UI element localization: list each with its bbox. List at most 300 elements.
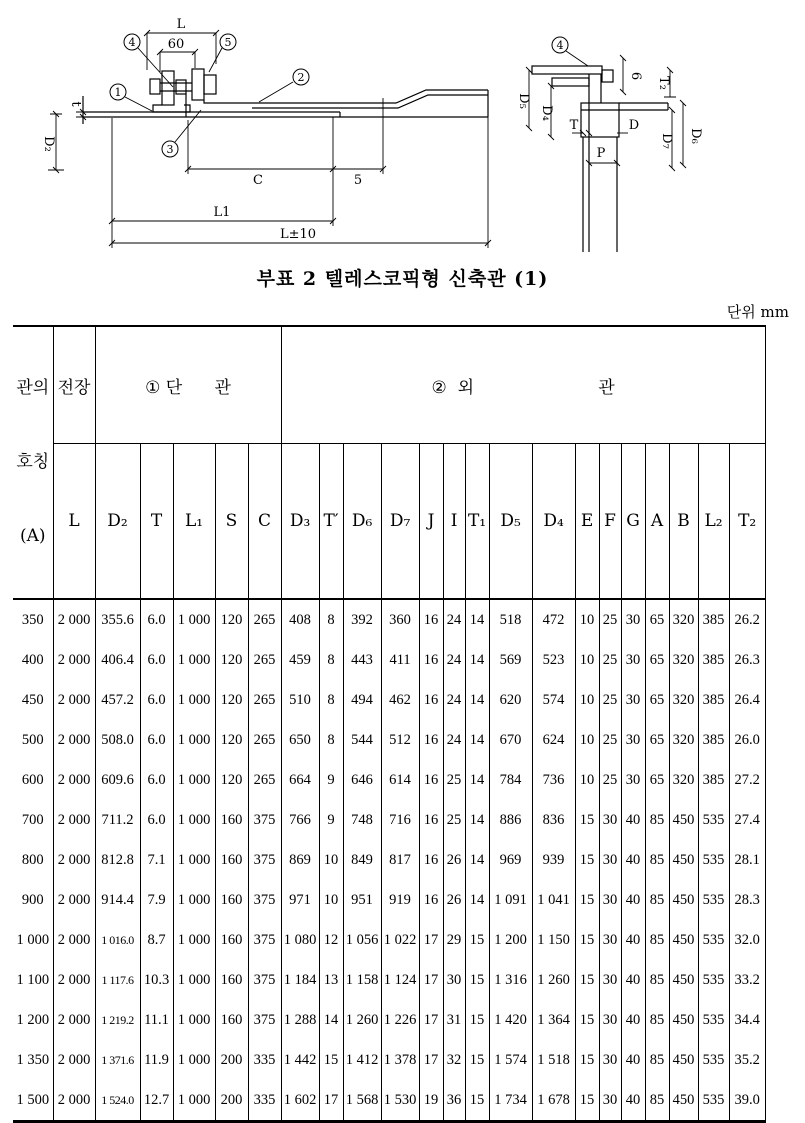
header-outer-pipe-group: ② 외 관 <box>281 326 765 444</box>
figure-title: 부표 2 텔레스코픽형 신축관 (1) <box>256 268 549 290</box>
table-cell: 817 <box>381 840 419 880</box>
table-cell: 508.0 <box>95 720 140 760</box>
table-cell: 375 <box>248 960 281 1000</box>
table-cell: 375 <box>248 880 281 920</box>
table-cell: 40 <box>621 800 645 840</box>
table-cell: 28.1 <box>729 840 765 880</box>
table-cell: 85 <box>645 1000 669 1040</box>
table-cell: 6.0 <box>140 640 173 680</box>
table-row <box>13 760 765 800</box>
table-cell: 160 <box>215 920 248 960</box>
column-header: D₄ <box>532 444 575 599</box>
column-header: D₃ <box>281 444 319 599</box>
table-cell: 13 <box>319 960 343 1000</box>
table-cell: 951 <box>343 880 381 920</box>
table-cell: 766 <box>281 800 319 840</box>
table-cell: 450 <box>669 840 698 880</box>
table-cell: 85 <box>645 1040 669 1080</box>
dim-label-D: D <box>628 118 640 133</box>
table-cell: 40 <box>621 920 645 960</box>
table-cell: 10.3 <box>140 960 173 1000</box>
table-cell: 40 <box>621 960 645 1000</box>
table-cell: 19 <box>419 1080 443 1122</box>
table-cell: 2 000 <box>53 1000 95 1040</box>
dim-label-D6: D₆ <box>688 128 703 144</box>
table-cell: 1 412 <box>343 1040 381 1080</box>
callout-4: 4 <box>128 36 136 49</box>
table-cell: 14 <box>465 840 489 880</box>
table-cell: 10 <box>575 680 599 720</box>
table-cell: 624 <box>532 720 575 760</box>
table-cell: 10 <box>575 760 599 800</box>
dim-label-P: P <box>596 146 606 161</box>
table-cell: 32.0 <box>729 920 765 960</box>
table-cell: 320 <box>669 680 698 720</box>
table-cell: 535 <box>698 920 729 960</box>
table-cell: 6.0 <box>140 599 173 640</box>
table-cell: 392 <box>343 599 381 640</box>
table-cell: 1 000 <box>173 1000 215 1040</box>
table-cell: 14 <box>319 1000 343 1040</box>
table-cell: 16 <box>419 880 443 920</box>
table-cell: 14 <box>465 599 489 640</box>
table-cell: 15 <box>575 1040 599 1080</box>
table-cell: 360 <box>381 599 419 640</box>
table-cell: 7.1 <box>140 840 173 880</box>
table-cell: 30 <box>599 800 621 840</box>
table-cell: 15 <box>575 1080 599 1122</box>
table-cell: 1 734 <box>489 1080 532 1122</box>
table-cell: 10 <box>575 599 599 640</box>
table-cell: 375 <box>248 920 281 960</box>
table-cell: 450 <box>669 1080 698 1122</box>
table-cell: 1 150 <box>532 920 575 960</box>
unit-label: 단위 mm <box>726 303 789 321</box>
table-cell: 30 <box>621 599 645 640</box>
table-cell: 40 <box>621 840 645 880</box>
table-cell: 335 <box>248 1080 281 1122</box>
dim-label-D5: D₅ <box>516 93 531 109</box>
table-cell: 1 524.0 <box>95 1080 140 1122</box>
table-cell: 10 <box>319 880 343 920</box>
table-cell: 375 <box>248 800 281 840</box>
table-cell: 11.9 <box>140 1040 173 1080</box>
table-cell: 16 <box>419 680 443 720</box>
table-cell: 1 442 <box>281 1040 319 1080</box>
column-header: A <box>645 444 669 599</box>
table-cell: 1 000 <box>173 1040 215 1080</box>
table-cell: 459 <box>281 640 319 680</box>
table-cell: 14 <box>465 680 489 720</box>
table-cell: 16 <box>419 599 443 640</box>
table-cell: 355.6 <box>95 599 140 640</box>
table-cell: 30 <box>599 960 621 1000</box>
table-cell: 6.0 <box>140 680 173 720</box>
table-cell: 450 <box>669 960 698 1000</box>
table-cell: 10 <box>319 840 343 880</box>
table-cell: 462 <box>381 680 419 720</box>
table-cell: 30 <box>443 960 465 1000</box>
table-cell: 265 <box>248 640 281 680</box>
table-cell: 40 <box>621 1080 645 1122</box>
left-view-pipe-outline <box>83 69 488 124</box>
table-cell: 2 000 <box>53 1080 95 1122</box>
table-cell: 544 <box>343 720 381 760</box>
table-cell: 1 000 <box>173 960 215 1000</box>
table-cell: 646 <box>343 760 381 800</box>
table-cell: 120 <box>215 760 248 800</box>
table-cell: 350 <box>21 611 44 628</box>
table-cell: 12 <box>319 920 343 960</box>
table-cell: 2 000 <box>53 920 95 960</box>
table-cell: 30 <box>599 920 621 960</box>
table-cell: 28.3 <box>729 880 765 920</box>
table-cell: 1 117.6 <box>95 960 140 1000</box>
table-cell: 25 <box>443 800 465 840</box>
table-cell: 711.2 <box>95 800 140 840</box>
left-view-callouts <box>110 34 309 157</box>
column-header: T′ <box>319 444 343 599</box>
table-cell: 411 <box>381 640 419 680</box>
table-cell: 400 <box>21 651 44 668</box>
table-cell: 25 <box>599 599 621 640</box>
table-cell: 450 <box>669 800 698 840</box>
table-cell: 510 <box>281 680 319 720</box>
table-cell: 1 378 <box>381 1040 419 1080</box>
table-cell: 535 <box>698 1080 729 1122</box>
table-cell: 1 371.6 <box>95 1040 140 1080</box>
table-cell: 120 <box>215 640 248 680</box>
table-cell: 472 <box>532 599 575 640</box>
table-cell: 1 100 <box>16 971 50 988</box>
table-cell: 2 000 <box>53 680 95 720</box>
table-cell: 6.0 <box>140 800 173 840</box>
header-group-row <box>13 326 765 444</box>
table-cell: 1 000 <box>173 880 215 920</box>
table-cell: 1 530 <box>381 1080 419 1122</box>
table-cell: 30 <box>599 840 621 880</box>
table-cell: 24 <box>443 599 465 640</box>
table-cell: 836 <box>532 800 575 840</box>
column-header: F <box>599 444 621 599</box>
table-cell: 15 <box>575 960 599 1000</box>
table-cell: 869 <box>281 840 319 880</box>
table-row <box>13 880 765 920</box>
table-cell: 1 200 <box>489 920 532 960</box>
table-cell: 900 <box>21 891 44 908</box>
table-cell: 39.0 <box>729 1080 765 1122</box>
table-cell: 265 <box>248 760 281 800</box>
table-cell: 16 <box>419 640 443 680</box>
dim-label-T2: T₂ <box>656 76 671 90</box>
table-cell: 450 <box>669 1040 698 1080</box>
sub-header-row <box>13 444 765 599</box>
table-cell: 25 <box>599 760 621 800</box>
table-cell: 85 <box>645 1080 669 1122</box>
table-cell: 26 <box>443 840 465 880</box>
table-cell: 25 <box>599 640 621 680</box>
table-cell: 15 <box>465 920 489 960</box>
table-cell: 65 <box>645 599 669 640</box>
table-cell: 600 <box>21 771 44 788</box>
table-cell: 27.4 <box>729 800 765 840</box>
table-cell: 1 184 <box>281 960 319 1000</box>
table-row <box>13 1080 765 1122</box>
table-cell: 15 <box>575 920 599 960</box>
column-header: T <box>140 444 173 599</box>
table-row <box>13 800 765 840</box>
table-cell: 450 <box>669 1000 698 1040</box>
table-cell: 265 <box>248 720 281 760</box>
dim-label-6: 6 <box>628 71 643 81</box>
table-cell: 914.4 <box>95 880 140 920</box>
callout-2: 2 <box>297 71 305 84</box>
table-cell: 574 <box>532 680 575 720</box>
column-header: B <box>669 444 698 599</box>
table-cell: 1 518 <box>532 1040 575 1080</box>
table-row <box>13 680 765 720</box>
table-cell: 9 <box>319 760 343 800</box>
table-cell: 535 <box>698 840 729 880</box>
dim-label-L1: L1 <box>213 205 231 220</box>
table-cell: 2 000 <box>53 840 95 880</box>
table-cell: 15 <box>319 1040 343 1080</box>
table-cell: 40 <box>621 1040 645 1080</box>
table-cell: 1 000 <box>173 599 215 640</box>
table-cell: 36 <box>443 1080 465 1122</box>
table-cell: 12.7 <box>140 1080 173 1122</box>
table-cell: 8.7 <box>140 920 173 960</box>
table-cell: 17 <box>319 1080 343 1122</box>
column-header: S <box>215 444 248 599</box>
table-cell: 2 000 <box>53 960 95 1000</box>
table-cell: 849 <box>343 840 381 880</box>
table-cell: 1 000 <box>173 840 215 880</box>
callout-4-right: 4 <box>556 39 564 52</box>
table-cell: 160 <box>215 840 248 880</box>
table-cell: 1 364 <box>532 1000 575 1040</box>
table-cell: 15 <box>465 1040 489 1080</box>
table-cell: 24 <box>443 680 465 720</box>
table-cell: 1 000 <box>173 640 215 680</box>
table-cell: 33.2 <box>729 960 765 1000</box>
table-cell: 1 568 <box>343 1080 381 1122</box>
table-cell: 16 <box>419 760 443 800</box>
table-row <box>13 1040 765 1080</box>
table-cell: 8 <box>319 680 343 720</box>
table-cell: 450 <box>669 880 698 920</box>
table-cell: 1 260 <box>343 1000 381 1040</box>
table-cell: 120 <box>215 720 248 760</box>
table-cell: 1 200 <box>16 1011 50 1028</box>
table-cell: 120 <box>215 680 248 720</box>
header-total-length: 전장 <box>53 326 95 444</box>
dim-label-D7: D₇ <box>659 133 674 149</box>
table-cell: 385 <box>698 760 729 800</box>
table-cell: 450 <box>21 691 44 708</box>
table-cell: 31 <box>443 1000 465 1040</box>
table-cell: 1 350 <box>16 1051 50 1068</box>
table-cell: 375 <box>248 1000 281 1040</box>
left-view-dimensions <box>48 30 491 248</box>
table-row <box>13 840 765 880</box>
table-cell: 748 <box>343 800 381 840</box>
table-cell: 535 <box>698 960 729 1000</box>
table-cell: 200 <box>215 1040 248 1080</box>
table-cell: 30 <box>599 1000 621 1040</box>
table-cell: 65 <box>645 720 669 760</box>
table-cell: 120 <box>215 599 248 640</box>
table-cell: 700 <box>21 811 44 828</box>
table-cell: 17 <box>419 920 443 960</box>
dim-label-T: T <box>569 118 579 133</box>
table-cell: 25 <box>599 720 621 760</box>
table-cell: 29 <box>443 920 465 960</box>
table-cell: 14 <box>465 720 489 760</box>
spec-table-body <box>13 599 765 1122</box>
callout-3: 3 <box>166 143 174 156</box>
table-cell: 17 <box>419 1000 443 1040</box>
table-cell: 385 <box>698 720 729 760</box>
table-cell: 535 <box>698 880 729 920</box>
table-cell: 1 000 <box>173 1080 215 1122</box>
table-cell: 8 <box>319 599 343 640</box>
table-cell: 500 <box>21 731 44 748</box>
table-cell: 8 <box>319 720 343 760</box>
column-header: D₇ <box>381 444 419 599</box>
table-cell: 6.0 <box>140 720 173 760</box>
header-pipe-designation <box>13 326 53 599</box>
table-cell: 1 420 <box>489 1000 532 1040</box>
table-cell: 15 <box>465 1080 489 1122</box>
dim-label-t: t <box>68 101 83 107</box>
table-cell: 569 <box>489 640 532 680</box>
table-cell: 65 <box>645 760 669 800</box>
table-cell: 535 <box>698 800 729 840</box>
table-cell: 1 000 <box>173 920 215 960</box>
table-cell: 716 <box>381 800 419 840</box>
column-header: D₅ <box>489 444 532 599</box>
table-cell: 1 500 <box>16 1091 50 1108</box>
callout-1: 1 <box>114 86 122 99</box>
table-cell: 1 602 <box>281 1080 319 1122</box>
table-cell: 494 <box>343 680 381 720</box>
dim-label-C: C <box>253 173 263 188</box>
table-cell: 535 <box>698 1040 729 1080</box>
table-cell: 2 000 <box>53 800 95 840</box>
table-cell: 1 022 <box>381 920 419 960</box>
table-cell: 14 <box>465 800 489 840</box>
table-cell: 1 091 <box>489 880 532 920</box>
table-cell: 9 <box>319 800 343 840</box>
table-cell: 2 000 <box>53 760 95 800</box>
table-cell: 614 <box>381 760 419 800</box>
table-cell: 15 <box>575 800 599 840</box>
table-cell: 1 000 <box>173 760 215 800</box>
table-cell: 30 <box>621 680 645 720</box>
table-cell: 320 <box>669 599 698 640</box>
table-cell: 16 <box>419 840 443 880</box>
table-cell: 320 <box>669 760 698 800</box>
table-cell: 518 <box>489 599 532 640</box>
table-cell: 670 <box>489 720 532 760</box>
header-single-pipe-group: ① 단 관 <box>95 326 281 444</box>
table-cell: 1 000 <box>173 800 215 840</box>
table-cell: 11.1 <box>140 1000 173 1040</box>
table-cell: 65 <box>645 680 669 720</box>
table-cell: 30 <box>621 760 645 800</box>
table-cell: 512 <box>381 720 419 760</box>
table-cell: 26.3 <box>729 640 765 680</box>
expansion-pipe-drawing <box>0 0 805 258</box>
table-cell: 886 <box>489 800 532 840</box>
table-cell: 406.4 <box>95 640 140 680</box>
table-cell: 1 678 <box>532 1080 575 1122</box>
table-row <box>13 1000 765 1040</box>
table-cell: 2 000 <box>53 640 95 680</box>
table-cell: 969 <box>489 840 532 880</box>
table-cell: 1 000 <box>173 680 215 720</box>
table-cell: 30 <box>599 1080 621 1122</box>
column-header: L₂ <box>698 444 729 599</box>
table-cell: 26.2 <box>729 599 765 640</box>
table-cell: 25 <box>599 680 621 720</box>
table-cell: 1 056 <box>343 920 381 960</box>
table-cell: 1 080 <box>281 920 319 960</box>
dim-label-D2: D₂ <box>41 136 56 152</box>
table-cell: 457.2 <box>95 680 140 720</box>
table-cell: 664 <box>281 760 319 800</box>
table-cell: 1 000 <box>173 720 215 760</box>
table-cell: 30 <box>621 640 645 680</box>
table-cell: 15 <box>575 880 599 920</box>
table-cell: 26 <box>443 880 465 920</box>
dim-label-L: L <box>176 17 186 32</box>
table-cell: 25 <box>443 760 465 800</box>
table-cell: 14 <box>465 880 489 920</box>
table-cell: 1 574 <box>489 1040 532 1080</box>
table-cell: 27.2 <box>729 760 765 800</box>
column-header: D₂ <box>95 444 140 599</box>
table-cell: 26.0 <box>729 720 765 760</box>
table-cell: 17 <box>419 960 443 1000</box>
table-cell: 26.4 <box>729 680 765 720</box>
table-cell: 784 <box>489 760 532 800</box>
table-cell: 1 041 <box>532 880 575 920</box>
table-cell: 15 <box>465 1000 489 1040</box>
table-cell: 65 <box>645 640 669 680</box>
table-row <box>13 640 765 680</box>
table-cell: 408 <box>281 599 319 640</box>
table-cell: 650 <box>281 720 319 760</box>
dim-label-L10: L±10 <box>279 227 317 242</box>
table-cell: 265 <box>248 599 281 640</box>
table-cell: 385 <box>698 640 729 680</box>
table-cell: 160 <box>215 1000 248 1040</box>
table-cell: 8 <box>319 640 343 680</box>
table-cell: 85 <box>645 840 669 880</box>
table-cell: 32 <box>443 1040 465 1080</box>
table-cell: 2 000 <box>53 720 95 760</box>
table-cell: 15 <box>575 840 599 880</box>
table-cell: 30 <box>599 1040 621 1080</box>
header-pipe-designation-line1: 관의 <box>16 378 50 399</box>
table-cell: 443 <box>343 640 381 680</box>
table-row <box>13 960 765 1000</box>
table-cell: 14 <box>465 640 489 680</box>
table-cell: 35.2 <box>729 1040 765 1080</box>
table-cell: 14 <box>465 760 489 800</box>
